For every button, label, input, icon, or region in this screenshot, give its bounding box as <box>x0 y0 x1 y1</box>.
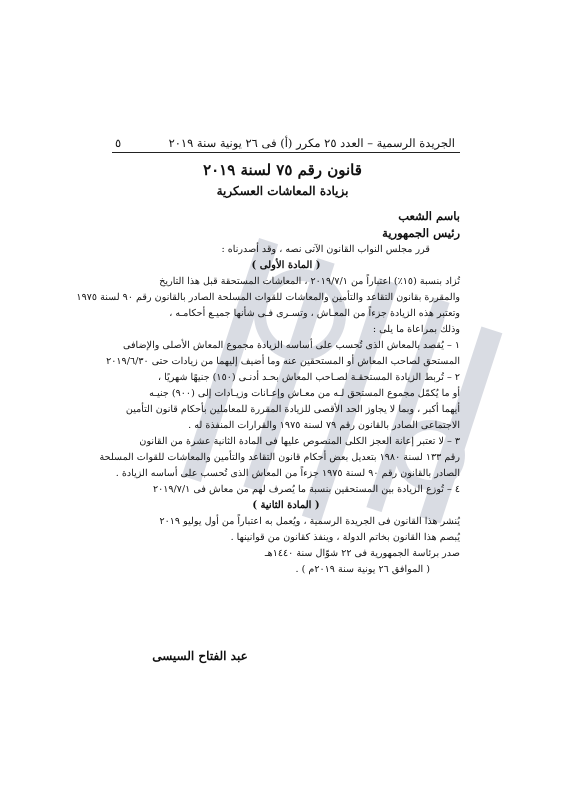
article-1-line: أيهما أكبر ، وبما لا يجاوز الحد الأقصى للزيادة المقررة للمعاملين بأحكام قانون التأمين <box>125 404 460 415</box>
article-1-line: ١ – يُقصد بالمعاش الذى تُحسب على أساسه الزيادة مجموع المعاش الأصلى والإضافى <box>122 340 460 351</box>
closing-issued: صدر برئاسة الجمهورية فى ٢٢ شوّال سنة ١٤٤٠هـ <box>264 548 460 559</box>
law-body <box>76 208 460 668</box>
law-subtitle: بزيادة المعاشات العسكرية <box>216 184 349 198</box>
article-1-heading: ( المادة الأولى ) <box>251 260 321 271</box>
article-2-heading: ( المادة الثانية ) <box>252 500 320 511</box>
article-2-line: يُبصم هذا القانون بخاتم الدولة ، وينفذ كقانون من قوانينها . <box>230 532 460 543</box>
gazette-header <box>115 136 455 150</box>
article-1-line: أو ما يُكمّل مجموع المستحق لـه من معـاش وإعـانات وزيـادات إلى (٩٠٠) جنيـه <box>149 388 460 399</box>
article-1-line: وتعتبر هذه الزيادة جزءاً من المعـاش ، وتسـرى فـى شأنها جميـع أحكامـه ، <box>169 308 460 319</box>
article-1-line: تُزاد بنسبة (١٥٪) اعتباراً من ٢٠١٩/٧/١ ، المعاشات المستحقة قبل هذا التاريخ <box>159 276 460 287</box>
article-2-line: يُنشر هذا القانون فى الجريدة الرسمية ، ويُعمل به اعتباراً من أول يوليو ٢٠١٩ <box>159 516 460 527</box>
article-1-line: ٣ – لا تعتبر إعانة العجز الكلى المنصوص عليها فى المادة الثانية عشرة من القانون <box>139 436 460 447</box>
preamble-in-name: باسم الشعب <box>398 209 460 223</box>
article-1-line: رقم ١٣٣ لسنة ١٩٨٠ بتعديل بعض أحكام قانون التقاعد والتأمين والمعاشات للقوات المسلحة <box>99 452 460 463</box>
preamble-president: رئيس الجمهورية <box>382 226 460 240</box>
article-1-line: ٤ – تُوزع الزيادة بين المستحقين بنسبة ما يُصرف لهم من معاش فى ٢٠١٩/٧/١ <box>152 484 460 495</box>
law-title: قانون رقم ٧٥ لسنة ٢٠١٩ <box>203 161 362 179</box>
header-divider <box>112 152 460 153</box>
page-number: ٥ <box>115 136 122 150</box>
publication-line: الجريدة الرسمية – العدد ٢٥ مكرر (أ) فى ٢٦ يونية سنة ٢٠١٩ <box>168 136 455 150</box>
president-signature: عبد الفتاح السيسى <box>152 649 248 663</box>
preamble-decision: قرر مجلس النواب القانون الآتى نصه ، وقد أصدرناه : <box>221 244 430 255</box>
article-1-line: الصادر بالقانون رقم ٩٠ لسنة ١٩٧٥ جزءاً من المعاش الذى تُحسب على أساسه الزيادة . <box>115 468 460 479</box>
article-1-line: الاجتماعى الصادر بالقانون رقم ٧٩ لسنة ١٩٧٥ والقرارات المنفذة له . <box>188 420 460 431</box>
article-1-line: المستحق لصاحب المعاش أو المستحقين عنه وما أضيف إليهما من زيادات حتى ٢٠١٩/٦/٣٠ <box>106 356 460 367</box>
article-1-line: ٢ – تُربط الزيادة المستحقـة لصـاحب المعاش بحـد أدنـى (١٥٠) جنيهًا شهريًا ، <box>158 372 460 383</box>
article-1-line: والمقررة بقانون التقاعد والتأمين والمعاشات للقوات المسلحة الصادر بالقانون رقم ٩٠ لسنة ١٩٧٥ <box>76 292 460 303</box>
closing-corresponding: ( الموافق ٢٦ يونية سنة ٢٠١٩م ) . <box>295 564 430 575</box>
article-1-line: وذلك بمراعاة ما يلى : <box>372 324 460 335</box>
